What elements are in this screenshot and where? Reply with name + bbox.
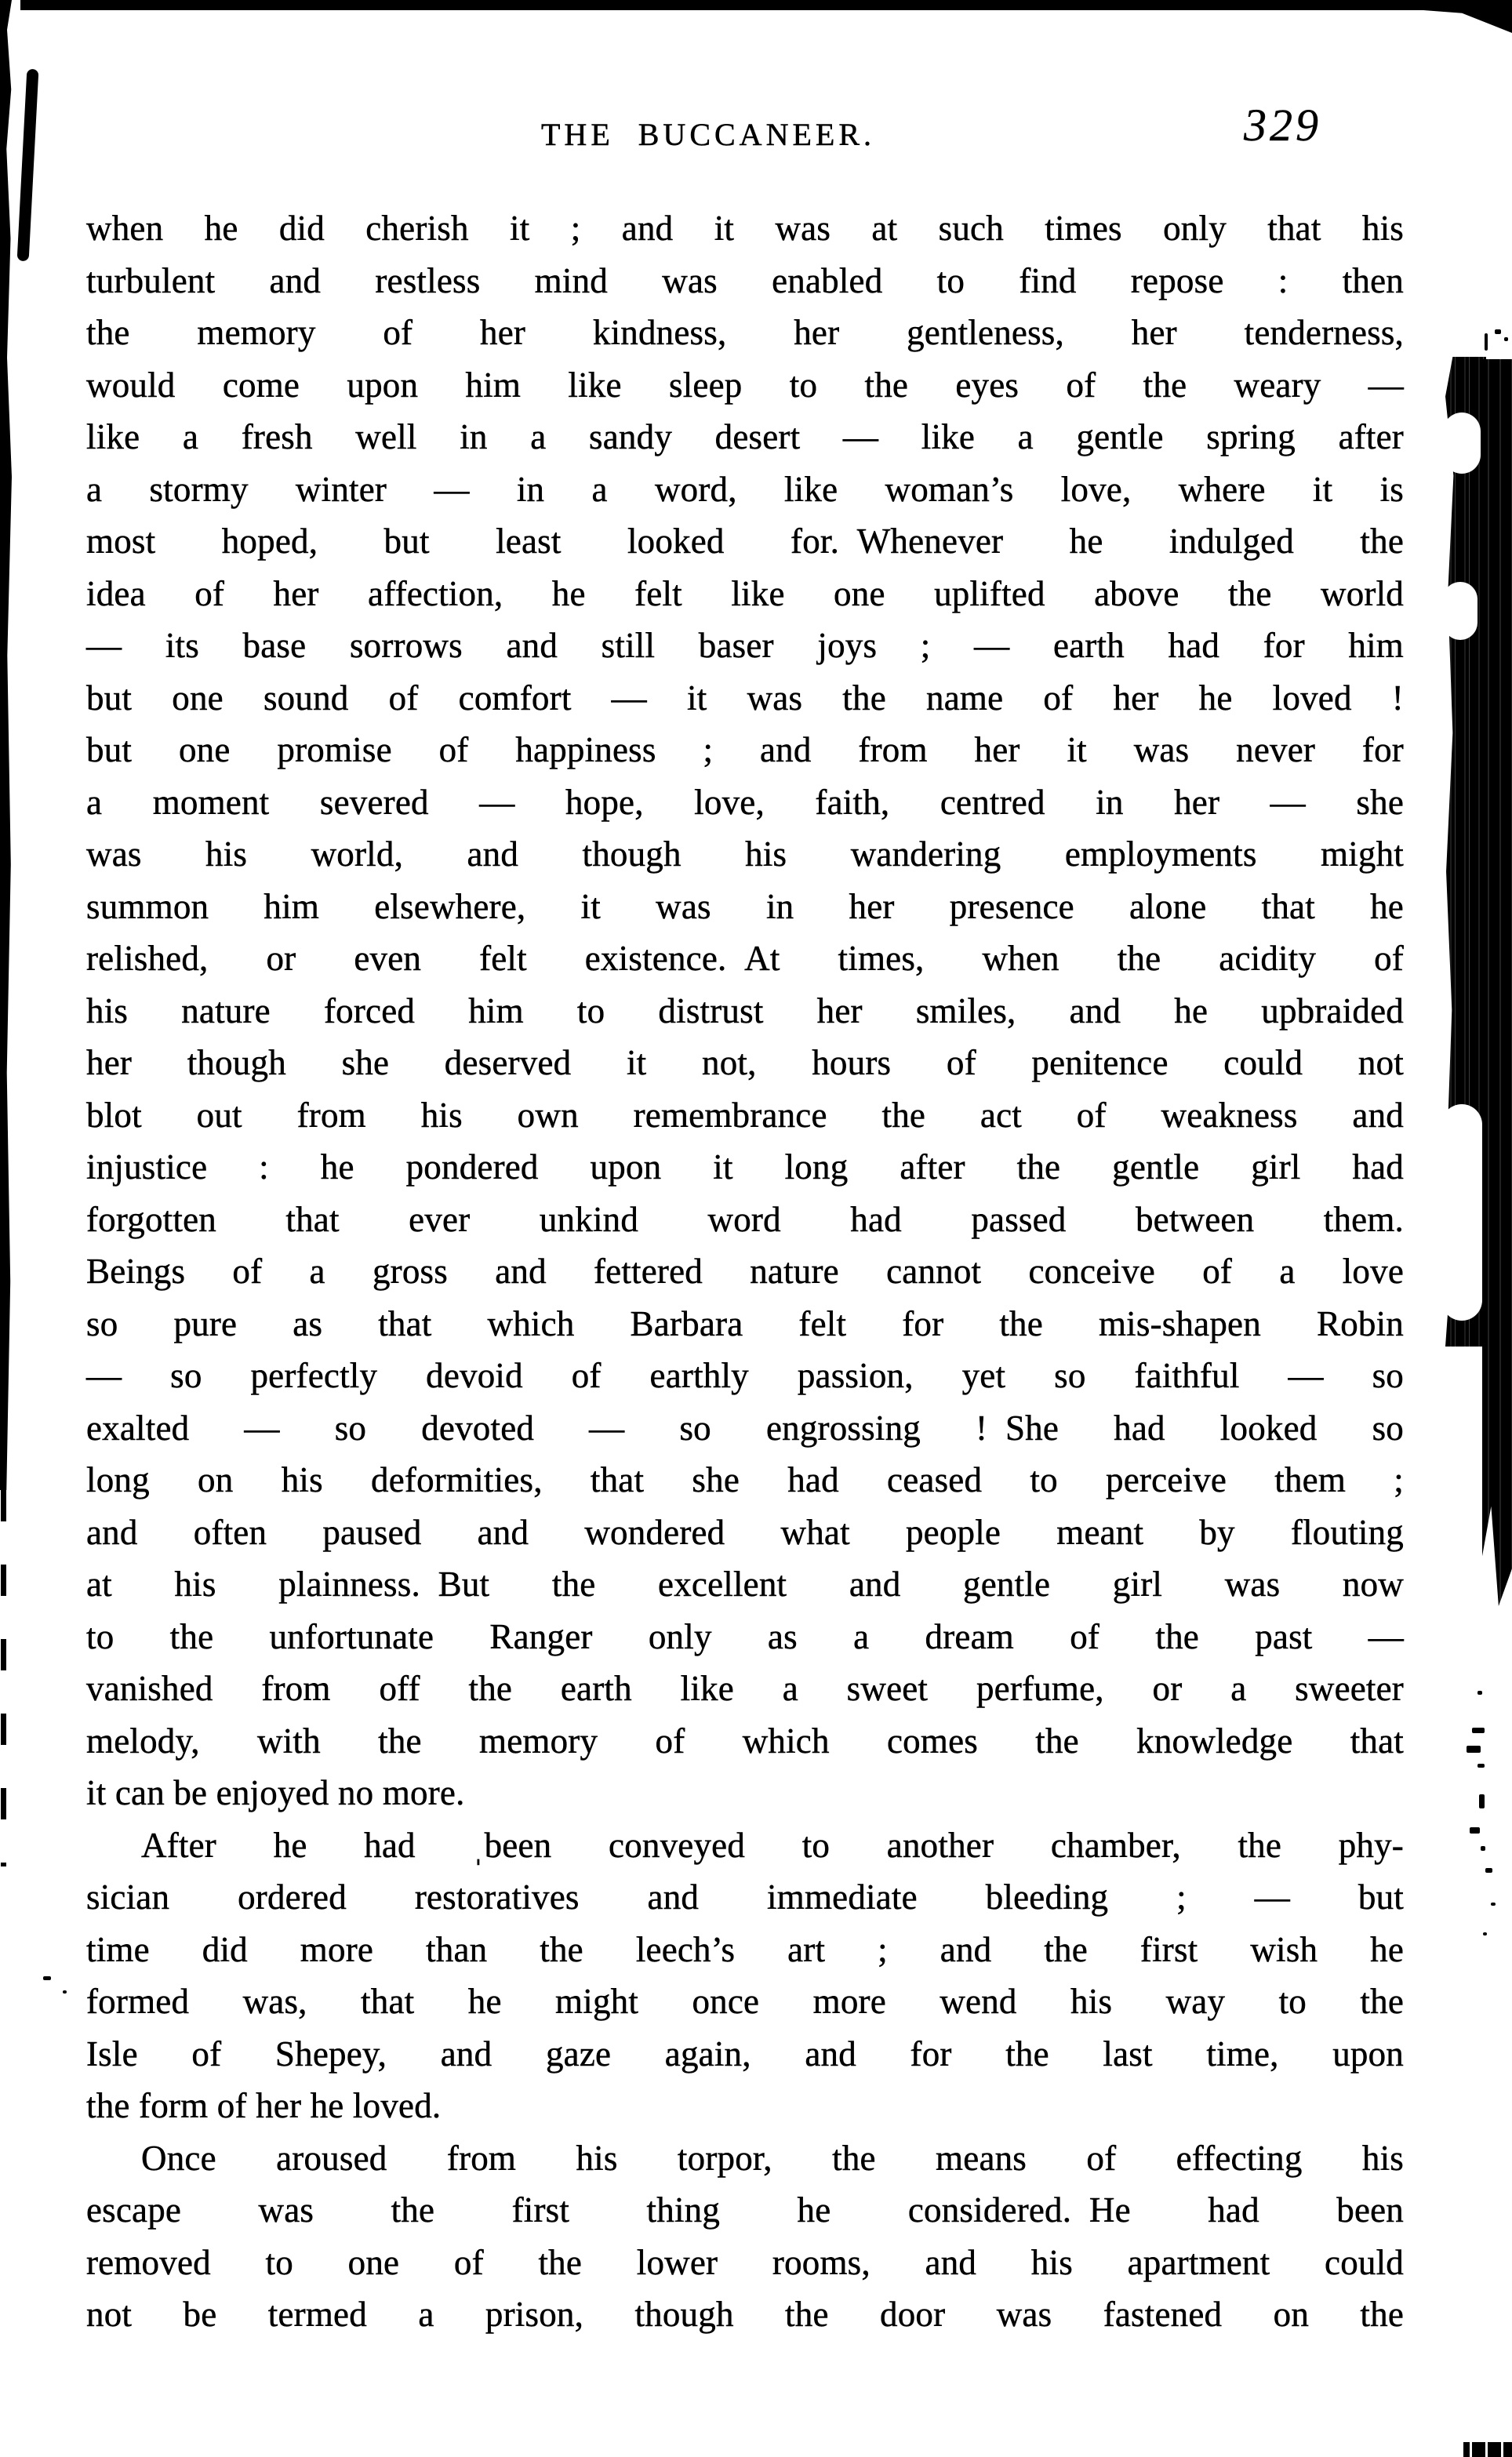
scan-speck: [1491, 1903, 1496, 1906]
text-line: but one sound of comfort — it was the name of her he loved !: [86, 678, 1404, 718]
text-line: summon him elsewhere, it was in her presence alone that he: [86, 886, 1404, 926]
text-line: Once aroused from his torpor, the means of effecting his: [141, 2138, 1404, 2178]
text-line: — its base sorrows and still baser joys ; — earth had for him: [86, 626, 1404, 665]
scan-speck: [1481, 1846, 1485, 1851]
text-line: his nature forced him to distrust her smiles, and he upbraided: [86, 990, 1404, 1030]
text-line: long on his deformities, that she had ceased to perceive them ;: [86, 1460, 1404, 1499]
running-title: THE BUCCANEER.: [541, 117, 875, 152]
text-line: to the unfortunate Ranger only as a dream of the past —: [86, 1616, 1404, 1656]
scan-edge-left-dashes: [1, 1490, 6, 1866]
scan-bottom-right-smudge: [1463, 2442, 1512, 2457]
scan-speck: [63, 1990, 67, 1994]
text-line: most hoped, but least looked for. Whenever he indulged the: [86, 522, 1404, 561]
scan-speck: [1479, 1794, 1485, 1808]
text-line: so pure as that which Barbara felt for the mis-shapen Robin: [86, 1303, 1404, 1343]
scan-gutter-gap: [1441, 1104, 1482, 1321]
text-line: exalted — so devoted — so engrossing ! She had looked so: [86, 1408, 1404, 1448]
scan-left-smudge: [17, 69, 39, 261]
text-line: time did more than the leech’s art ; and the first wish he: [86, 1929, 1404, 1969]
page-text: [86, 202, 1404, 2341]
text-line: — so perfectly devoid of earthly passion, yet so faithful — so: [86, 1356, 1404, 1395]
text-line: was his world, and though his wandering employments might: [86, 834, 1404, 874]
scan-speck: [1485, 333, 1488, 351]
text-line: escape was the first thing he considered. He had been: [86, 2190, 1404, 2230]
text-line: a stormy winter — in a word, like woman’s love, where it is: [86, 469, 1404, 509]
text-line: vanished from off the earth like a sweet perfume, or a sweeter: [86, 1669, 1404, 1708]
scan-gutter-gap: [1443, 582, 1477, 640]
text-line: formed was, that he might once more wend his way to the: [86, 1982, 1404, 2021]
scan-gutter-gap: [1443, 413, 1481, 474]
scan-speck: [1472, 1728, 1485, 1733]
text-line: blot out from his own remembrance the act of weakness and: [86, 1095, 1404, 1135]
text-line: it can be enjoyed no more.: [86, 1773, 465, 1812]
text-line: the memory of her kindness, her gentleness, her tenderness,: [86, 313, 1404, 352]
text-line: forgotten that ever unkind word had passed between them.: [86, 1199, 1404, 1239]
text-line: the form of her he loved.: [86, 2086, 442, 2125]
scan-edge-top-bar: [20, 0, 1470, 10]
text-line: injustice : he pondered upon it long after the gentle girl had: [86, 1147, 1404, 1187]
text-line: sician ordered restoratives and immediate bleeding ; — but: [86, 1877, 1404, 1917]
text-line: when he did cherish it ; and it was at such times only that his: [86, 209, 1404, 248]
text-line: melody, with the memory of which comes the knowledge that: [86, 1721, 1404, 1761]
text-line: relished, or even felt existence. At times, when the acidity of: [86, 939, 1404, 978]
scan-speck: [1485, 1868, 1492, 1873]
scan-speck: [1483, 1932, 1487, 1935]
text-line: turbulent and restless mind was enabled to find repose : then: [86, 260, 1404, 300]
text-line: would come upon him like sleep to the eyes of the weary —: [86, 365, 1404, 405]
text-line: not be termed a prison, though the door was fastened on the: [86, 2295, 1404, 2334]
text-line: a moment severed — hope, love, faith, centred in her — she: [86, 782, 1404, 822]
scan-speck: [1477, 1691, 1482, 1695]
scan-speck: [1467, 1746, 1481, 1753]
scan-gutter-shadow: [1482, 359, 1512, 1606]
text-line: and often paused and wondered what people meant by flouting: [86, 1512, 1404, 1552]
text-line: like a fresh well in a sandy desert — like a gentle spring after: [86, 417, 1404, 456]
scan-speck: [1470, 1827, 1480, 1834]
scan-speck: [1477, 1764, 1485, 1768]
scan-edge-top-corner: [1419, 0, 1512, 33]
scan-speck: [43, 1976, 51, 1980]
page-number: 329: [1244, 100, 1321, 151]
text-line: at his plainness. But the excellent and gentle girl was now: [86, 1565, 1404, 1604]
text-line: removed to one of the lower rooms, and his apartment could: [86, 2242, 1404, 2282]
scan-speck: [1504, 337, 1508, 341]
text-line: idea of her affection, he felt like one uplifted above the world: [86, 573, 1404, 613]
text-line: Beings of a gross and fettered nature cannot conceive of a love: [86, 1252, 1404, 1291]
scan-speck: [1495, 329, 1501, 334]
text-line: Isle of Shepey, and gaze again, and for the last time, upon: [86, 2034, 1404, 2074]
text-line: After he had ˌbeen conveyed to another chamber, the phy-: [141, 1825, 1404, 1865]
text-line: but one promise of happiness ; and from her it was never for: [86, 730, 1404, 769]
scan-edge-left-line: [0, 0, 12, 1490]
text-line: her though she deserved it not, hours of penitence could not: [86, 1043, 1404, 1082]
